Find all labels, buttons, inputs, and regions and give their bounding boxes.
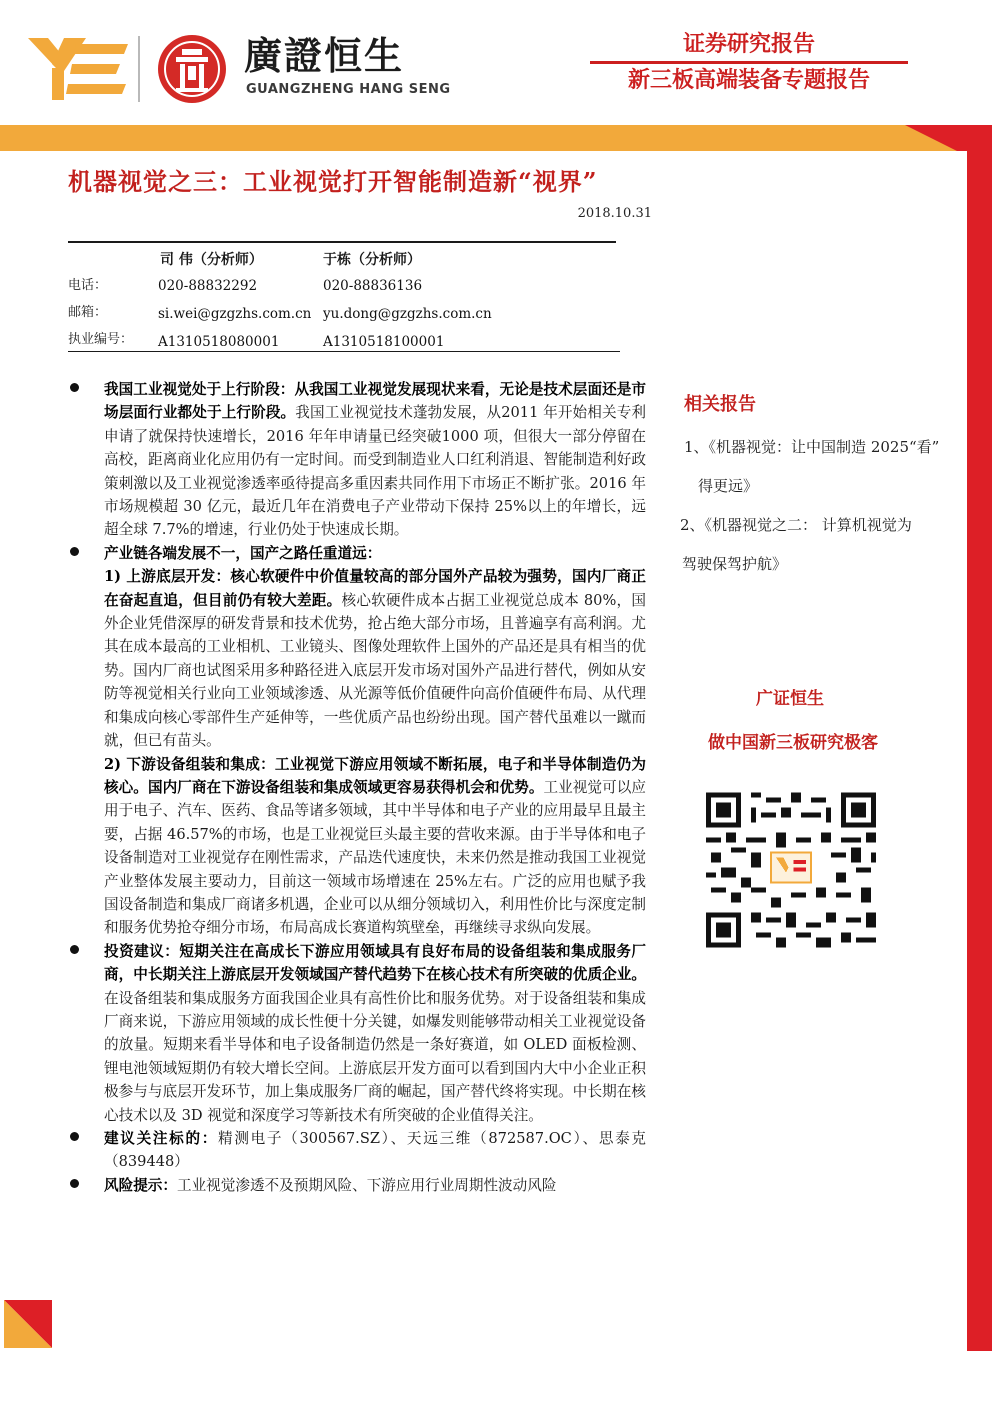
brand-name-en: GUANGZHENG HANG SENG xyxy=(246,82,451,97)
top-color-band xyxy=(0,125,992,151)
bullet-lead: 我国工业视觉处于上行阶段：从我国工业视觉发展现状来看，无论是技术层面还是市场层面行业都处于上行阶段。 xyxy=(104,381,646,422)
bullet-text: 在设备组装和集成服务方面我国企业具有高性价比和服务优势。对于设备组装和集成厂商来说，下游应用领域的成长性便十分关键，如爆发则能够带动相关工业视觉设备的放量。短期来看半导体和电子设备制造仍然是一条好赛道，如 OLED 面板检测、锂电池领域短期仍有较大增长空间。上游底层开发方面可以看到国内大中小企业正积极参与与底层开发环节，加上集成服务厂商的崛起，国产替代终将实现。中长期在核心技术以及 3D 视觉和深度学习等新技术有所突破的企业值得关注。 xyxy=(104,989,646,1124)
bullet-dot xyxy=(70,945,79,954)
phone-label: 电话： xyxy=(68,278,108,293)
bullet-text: 工业视觉渗透不及预期风险、下游应用行业周期性波动风险 xyxy=(176,1176,557,1194)
related-reports-title: 相关报告 xyxy=(684,394,756,415)
corner-triangle xyxy=(4,1300,52,1348)
logo-ye-icon xyxy=(28,38,130,100)
analyst-table-top-rule xyxy=(68,241,616,243)
bullet-market-stage xyxy=(68,378,646,542)
bullet-text: 精测电子（300567.SZ）、天远三维（872587.OC）、思泰克（839448） xyxy=(104,1130,646,1171)
paragraph-text: 核心软硬件成本占据工业视觉总成本 80%，国外企业凭借深厚的研发背景和技术优势，抢占绝大部分市场，且普遍享有高利润。尤其在成本最高的工业相机、工业镜头、图像处理软件上国外的产品还是具有相当的优势。国内厂商也试图采用多种路径进入底层开发市场对国外产品进行替代，例如从安防等视觉相关行业向工业领域渗透、从光源等低价值硬件向高价值硬件布局、从代理和集成向核心零部件生产延伸等，一些优质产品也纷纷出现。国产替代虽难以一蹴而就，但已有苗头。 xyxy=(104,591,646,750)
related-report-link[interactable]: 得更远》 xyxy=(698,477,759,495)
license-label: 执业编号： xyxy=(68,332,134,347)
bullet-dot xyxy=(70,1179,79,1188)
bullet-dot xyxy=(70,1132,79,1141)
sidebar-company-name: 广证恒生 xyxy=(756,689,824,709)
bullet-dot xyxy=(70,547,79,556)
paragraph-lead: 2) 下游设备组装和集成：工业视觉下游应用领域不断拓展，电子和半导体制造仍为核心。国内厂商在下游设备组装和集成领域更容易获得机会和优势。 xyxy=(104,755,646,796)
paragraph-lead: 1) 上游底层开发：核心软硬件中价值量较高的部分国外产品较为强势，国内厂商正在奋起直追，但目前仍有较大差距。 xyxy=(104,568,646,609)
analyst-phone: 020-88832292 xyxy=(158,278,258,294)
analyst-license: A1310518080001 xyxy=(158,334,280,350)
report-date: 2018.10.31 xyxy=(577,206,652,221)
analyst-license: A1310518100001 xyxy=(323,334,445,350)
bullet-investment-advice xyxy=(68,940,646,1127)
report-type-rule xyxy=(590,61,908,64)
related-report-link[interactable]: 1、《机器视觉：让中国制造 2025“看” xyxy=(684,438,940,456)
bullet-recommended-stocks xyxy=(68,1127,646,1174)
analyst-table-bottom-rule xyxy=(68,351,620,352)
upstream-paragraph xyxy=(68,565,646,752)
bullet-risk-warning xyxy=(68,1174,646,1197)
bullet-lead: 投资建议：短期关注在高成长下游应用领域具有良好布局的设备组装和集成服务厂商，中长期关注上游底层开发领域国产替代趋势下在核心技术有所突破的优质企业。 xyxy=(104,942,646,984)
right-accent-bar xyxy=(967,151,992,1351)
bullet-lead: 风险提示： xyxy=(104,1176,177,1194)
report-subtitle: 新三板高端装备专题报告 xyxy=(627,68,870,93)
bullet-lead: 产业链各端发展不一，国产之路任重道远： xyxy=(104,544,382,562)
bullet-text: 我国工业视觉技术蓬勃发展，从2011 年开始相关专利申请了就保持快速增长，2016 年年申请量已经突破1000 项，但很大一部分停留在高校，距离商业化应用仍有一定时间。而受到制造业人口红利消退、智能制造利好政策刺激以及工业视觉渗透率亟待提高多重因素共同作用下市场正不断扩张。2016 年市场规模超 30 亿元，最近几年在消费电子产业带动下保持 25%以上的年增长，远超全球 7.7%的增速，行业仍处于快速成长期。 xyxy=(104,404,646,539)
related-report-link[interactable]: 驾驶保驾护航》 xyxy=(682,555,788,573)
related-report-link[interactable]: 2、《机器视觉之二： 计算机视觉为 xyxy=(680,516,912,534)
bullet-lead: 建议关注标的： xyxy=(104,1130,219,1147)
analyst-name: 于栋（分析师） xyxy=(323,252,421,268)
downstream-paragraph xyxy=(68,753,646,940)
bullet-dot xyxy=(70,383,79,392)
bullet-industry-chain xyxy=(68,542,646,565)
report-type: 证券研究报告 xyxy=(682,32,815,57)
summary-body xyxy=(68,378,646,1197)
logo-divider xyxy=(138,36,140,102)
paragraph-text: 工业视觉可以应用于电子、汽车、医药、食品等诸多领域，其中半导体和电子产业的应用最早且最主要，占据 46.57%的市场，也是工业视觉巨头最主要的营收来源。由于半导体和电子设备制造对工业视觉存在刚性需求，产品迭代速度快，未来仍然是推动我国工业视觉产业整体发展主要动力，目前这一领域市场增速在 25%左右。广泛的应用也赋予我国设备制造和集成厂商诸多机遇，企业可以从细分领域切入，利用性价比与深度定制和服务优势抢夺细分市场，布局高成长赛道构筑壁垒，再继续寻求纵向发展。 xyxy=(104,778,646,937)
qr-code-icon xyxy=(706,792,876,948)
email-label: 邮箱： xyxy=(68,305,108,320)
brand-name-cn: 廣證恒生 xyxy=(244,34,405,78)
analyst-email[interactable]: si.wei@gzgzhs.com.cn xyxy=(158,306,312,322)
seal-logo-icon xyxy=(156,33,228,105)
sidebar-slogan: 做中国新三板研究极客 xyxy=(708,733,878,753)
page-title: 机器视觉之三：工业视觉打开智能制造新“视界” xyxy=(68,167,598,196)
analyst-phone: 020-88836136 xyxy=(323,278,423,294)
analyst-email[interactable]: yu.dong@gzgzhs.com.cn xyxy=(323,306,492,322)
analyst-name: 司 伟（分析师） xyxy=(160,252,263,268)
